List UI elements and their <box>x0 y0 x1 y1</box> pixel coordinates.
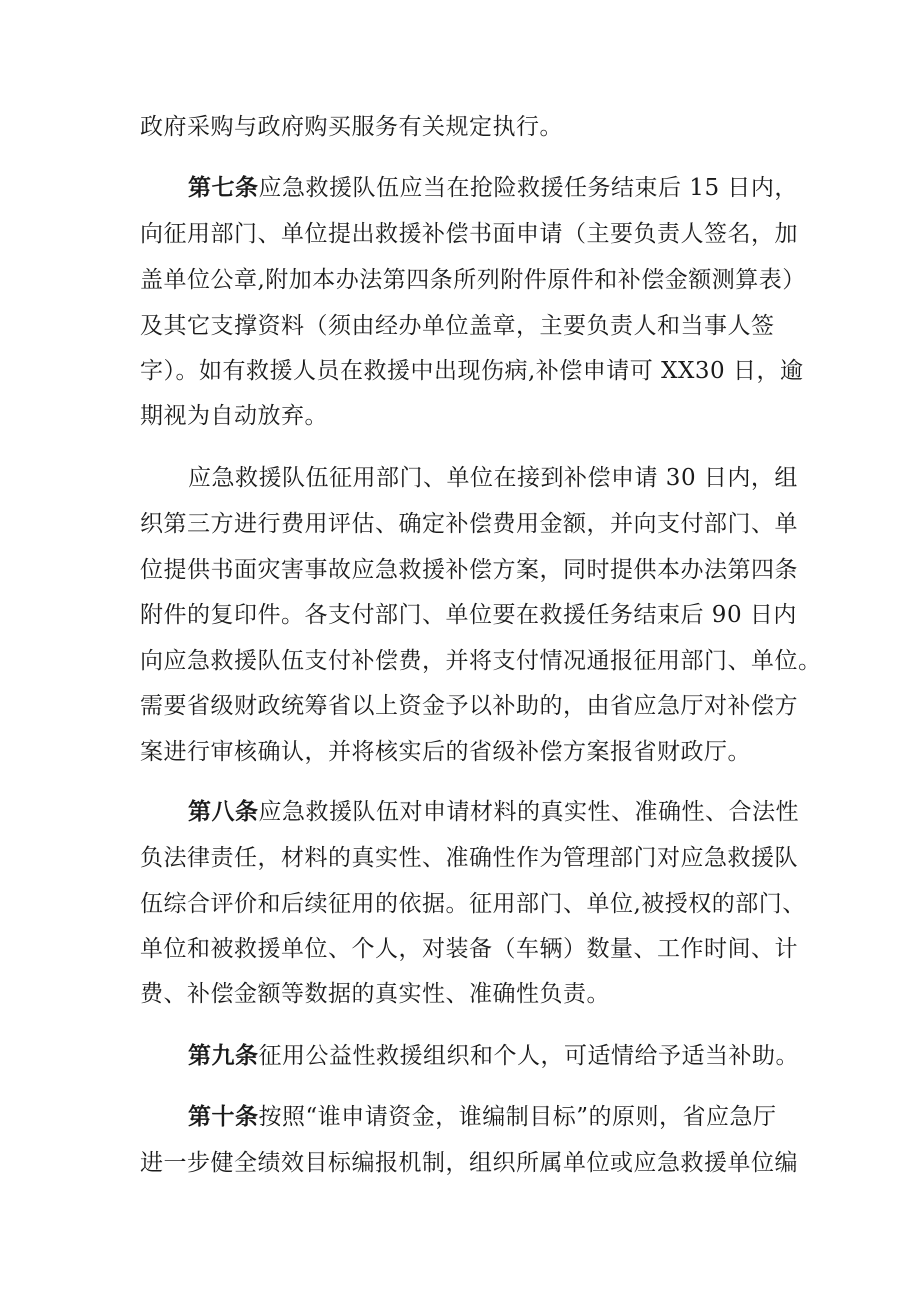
paragraph-line: 需要省级财政统筹省以上资金予以补助的，由省应急厅对补偿方 <box>140 693 798 719</box>
paragraph-line: 政府采购与政府购买服务有关规定执行。 <box>140 114 563 140</box>
paragraph-line: 织第三方进行费用评估、确定补偿费用金额，并向支付部门、单 <box>140 511 798 537</box>
paragraph-line: 应急救援队伍征用部门、单位在接到补偿申请 30 日内，组 <box>188 465 798 491</box>
article-9-line <box>188 1041 799 1071</box>
paragraph-line: 伍综合评价和后续征用的依据。征用部门、单位,被授权的部门、 <box>140 891 806 917</box>
paragraph-line: 案进行审核确认，并将核实后的省级补偿方案报省财政厅。 <box>140 739 751 765</box>
paragraph-line: 向应急救援队伍支付补偿费，并将支付情况通报征用部门、单位。 <box>140 648 822 674</box>
paragraph-line: 负法律责任，材料的真实性、准确性作为管理部门对应急救援队 <box>140 845 798 871</box>
paragraph-line: 字）。如有救援人员在救援中出现伤病,补偿申请可 XX30 日，逾 <box>140 358 804 384</box>
article-10-line <box>188 1102 790 1132</box>
paragraph-line: 期视为自动放弃。 <box>140 403 328 429</box>
article-10-text: 按照“谁申请资金，谁编制目标”的原则，省应急厅 <box>258 1104 777 1130</box>
paragraph-line: 向征用部门、单位提出救援补偿书面申请（主要负责人签名，加 <box>140 221 798 247</box>
article-7-text: 应急救援队伍应当在抢险救援任务结束后 15 日内， <box>258 175 798 201</box>
article-7-line <box>188 173 798 203</box>
article-8-heading: 第八条 <box>188 799 259 825</box>
article-9-text: 征用公益性救援组织和个人，可适情给予适当补助。 <box>258 1043 799 1069</box>
paragraph-line: 盖单位公章,附加本办法第四条所列附件原件和补偿金额测算表） <box>140 267 806 293</box>
paragraph-line: 单位和被救援单位、个人，对装备（车辆）数量、工作时间、计 <box>140 936 798 962</box>
article-9-heading: 第九条 <box>188 1043 259 1069</box>
paragraph-line: 及其它支撑资料（须由经办单位盖章，主要负责人和当事人签 <box>140 313 775 339</box>
article-7-heading: 第七条 <box>188 175 259 201</box>
paragraph-line: 进一步健全绩效目标编报机制，组织所属单位或应急救援单位编 <box>140 1150 798 1176</box>
paragraph-line: 费、补偿金额等数据的真实性、准确性负责。 <box>140 981 610 1007</box>
article-10-heading: 第十条 <box>188 1104 259 1130</box>
article-8-line <box>188 797 799 827</box>
paragraph-line: 位提供书面灾害事故应急救援补偿方案，同时提供本办法第四条 <box>140 557 798 583</box>
paragraph-line: 附件的复印件。各支付部门、单位要在救援任务结束后 90 日内 <box>140 602 797 628</box>
article-8-text: 应急救援队伍对申请材料的真实性、准确性、合法性 <box>258 799 799 825</box>
